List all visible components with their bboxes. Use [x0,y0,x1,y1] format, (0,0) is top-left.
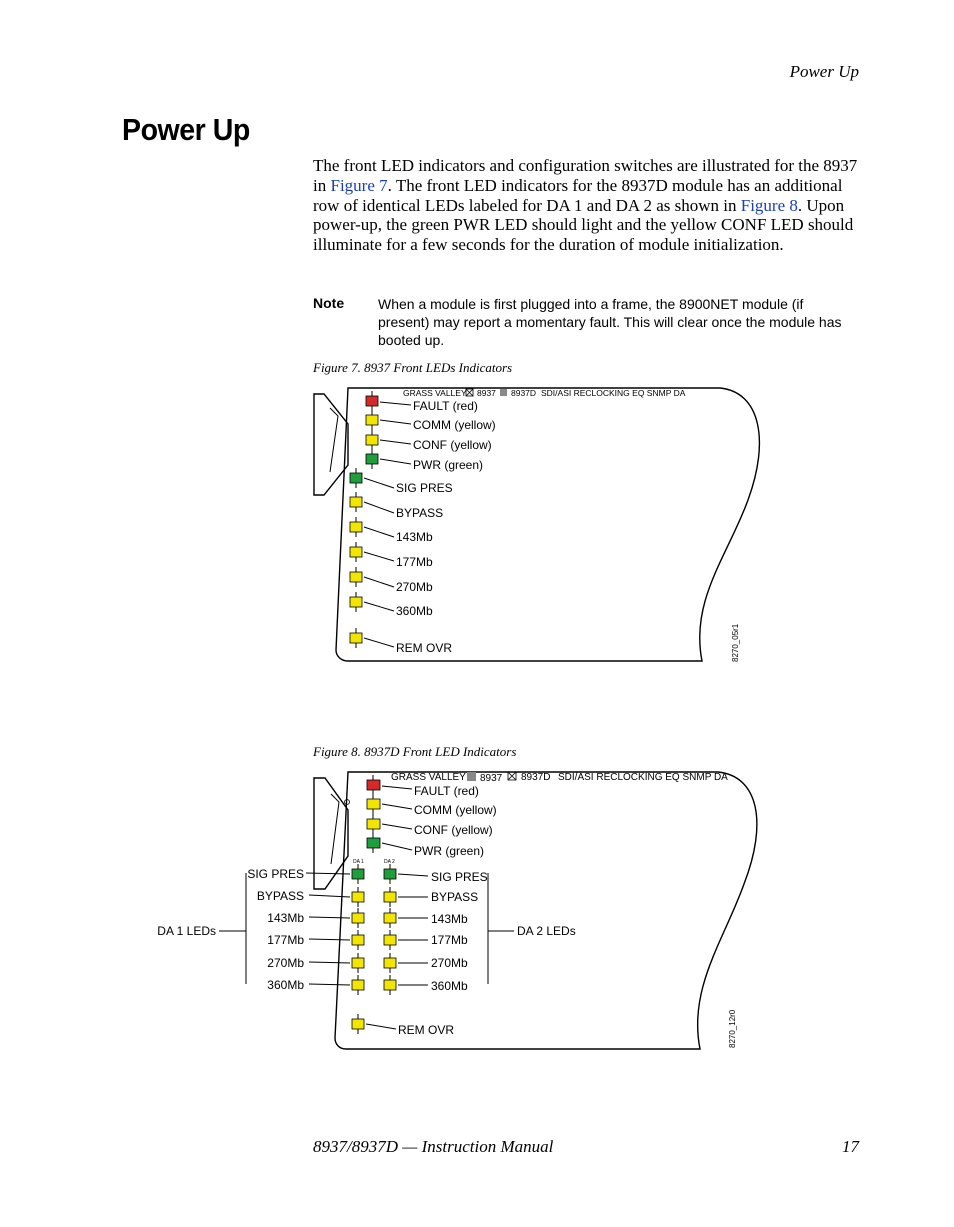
led-da2-sig-pres [384,864,396,884]
led-conf [366,430,378,450]
model-description: SDI/ASI RECLOCKING EQ SNMP DA [558,772,728,783]
led-da2-360mb [384,975,396,995]
label-da2-177mb: 177Mb [431,933,468,947]
model-8937-label: 8937 [480,773,503,784]
label-pwr: PWR (green) [413,458,484,472]
figure-7-diagram [0,380,954,670]
label-pwr: PWR (green) [414,844,485,858]
figure-8-link[interactable]: Figure 8 [740,195,798,215]
figure-8-diagram [0,764,954,1059]
led-da2-143mb [384,908,396,928]
running-head: Power Up [789,62,859,81]
led-conf [367,814,380,834]
led-fault [366,391,378,411]
brand-label: GRASS VALLEY [403,388,467,398]
label-da2-143mb: 143Mb [431,912,468,926]
label-360mb: 360Mb [396,604,433,618]
intro-paragraph [313,156,861,255]
intro-text-1: The front LED indicators and configuration switches are illustrated for the 8937 in [313,156,858,195]
label-270mb: 270Mb [396,580,433,594]
card-outline [335,772,757,1049]
note-label: Note [313,295,345,311]
label-conf: CONF (yellow) [414,823,493,837]
intro-text-3: . Upon power-up, the green PWR LED should light and the yellow CONF LED should illuminate for a few seconds for the duration of module initialization. [313,195,854,255]
label-bypass: BYPASS [396,506,444,520]
led-da1-270mb [352,953,364,973]
card-outline [336,388,759,661]
label-da1-leds: DA 1 LEDs [157,924,216,938]
label-da1-bypass: BYPASS [256,889,304,903]
label-rem-ovr: REM OVR [398,1023,455,1037]
model-description: SDI/ASI RECLOCKING EQ SNMP DA [541,388,686,398]
label-da1-360mb: 360Mb [267,978,304,992]
led-pwr [366,449,378,469]
led-comm [367,794,380,814]
label-143mb: 143Mb [396,530,433,544]
label-rem-ovr: REM OVR [396,641,453,655]
brand-label: GRASS VALLEY [391,772,466,783]
unchecked-box-icon [500,389,507,396]
label-da2-270mb: 270Mb [431,956,468,970]
checked-box-icon [508,772,516,780]
led-360mb [350,592,362,612]
led-da1-sig-pres [352,864,364,884]
led-rem-ovr [350,628,362,648]
label-da2-bypass: BYPASS [431,890,479,904]
figure-7-caption: Figure 7. 8937 Front LEDs Indicators [313,360,513,375]
led-143mb [350,517,362,537]
label-da1-143mb: 143Mb [267,911,304,925]
label-da2-sig-pres: SIG PRES [431,870,488,884]
label-fault: FAULT (red) [414,784,479,798]
figure-8-caption: Figure 8. 8937D Front LED Indicators [313,744,517,759]
page-title: Power Up [122,112,250,147]
footer-manual-title: 8937/8937D — Instruction Manual [313,1137,554,1156]
intro-text-2: . The front LED indicators for the 8937D module has an additional row of identical LEDs labeled for DA 1 and DA 2 as shown in [313,175,843,215]
led-da1-360mb [352,975,364,995]
label-fault: FAULT (red) [413,399,478,413]
led-177mb [350,542,362,562]
led-bypass [350,492,362,512]
label-comm: COMM (yellow) [414,803,497,817]
note-text: When a module is first plugged into a frame, the 8900NET module (if present) may report a momentary fault. This will clear once the module has booted up. [378,296,842,348]
led-comm [366,410,378,430]
led-270mb [350,567,362,587]
led-da2-270mb [384,953,396,973]
led-da2-bypass [384,887,396,907]
ejector-handle-detail [331,794,339,864]
led-sig-pres [350,468,362,488]
label-comm: COMM (yellow) [413,418,496,432]
model-8937-label: 8937 [477,388,496,398]
label-da1-177mb: 177Mb [267,933,304,947]
checked-box-icon [466,389,473,396]
label-da2-360mb: 360Mb [431,979,468,993]
label-da2-leds: DA 2 LEDs [517,924,576,938]
ejector-handle-detail [330,408,338,472]
led-fault [367,775,380,795]
label-da1-270mb: 270Mb [267,956,304,970]
board-id: 8270_12r0 [728,1009,737,1048]
led-rem-ovr [352,1014,364,1034]
label-sig-pres: SIG PRES [396,481,453,495]
da2-column-label: DA 2 [384,859,395,865]
led-da1-143mb [352,908,364,928]
led-da1-bypass [352,887,364,907]
model-8937d-label: 8937D [511,388,537,398]
label-da1-sig-pres: SIG PRES [247,867,304,881]
label-conf: CONF (yellow) [413,438,492,452]
label-177mb: 177Mb [396,555,433,569]
board-id: 8270_05r1 [731,623,740,662]
da1-column-label: DA 1 [353,859,364,865]
led-da1-177mb [352,930,364,950]
unchecked-box-icon [467,772,476,781]
figure-7-link[interactable]: Figure 7 [330,175,388,195]
led-da2-177mb [384,930,396,950]
footer-page-number: 17 [842,1137,859,1156]
led-pwr [367,833,380,853]
model-8937d-label: 8937D [521,772,551,783]
